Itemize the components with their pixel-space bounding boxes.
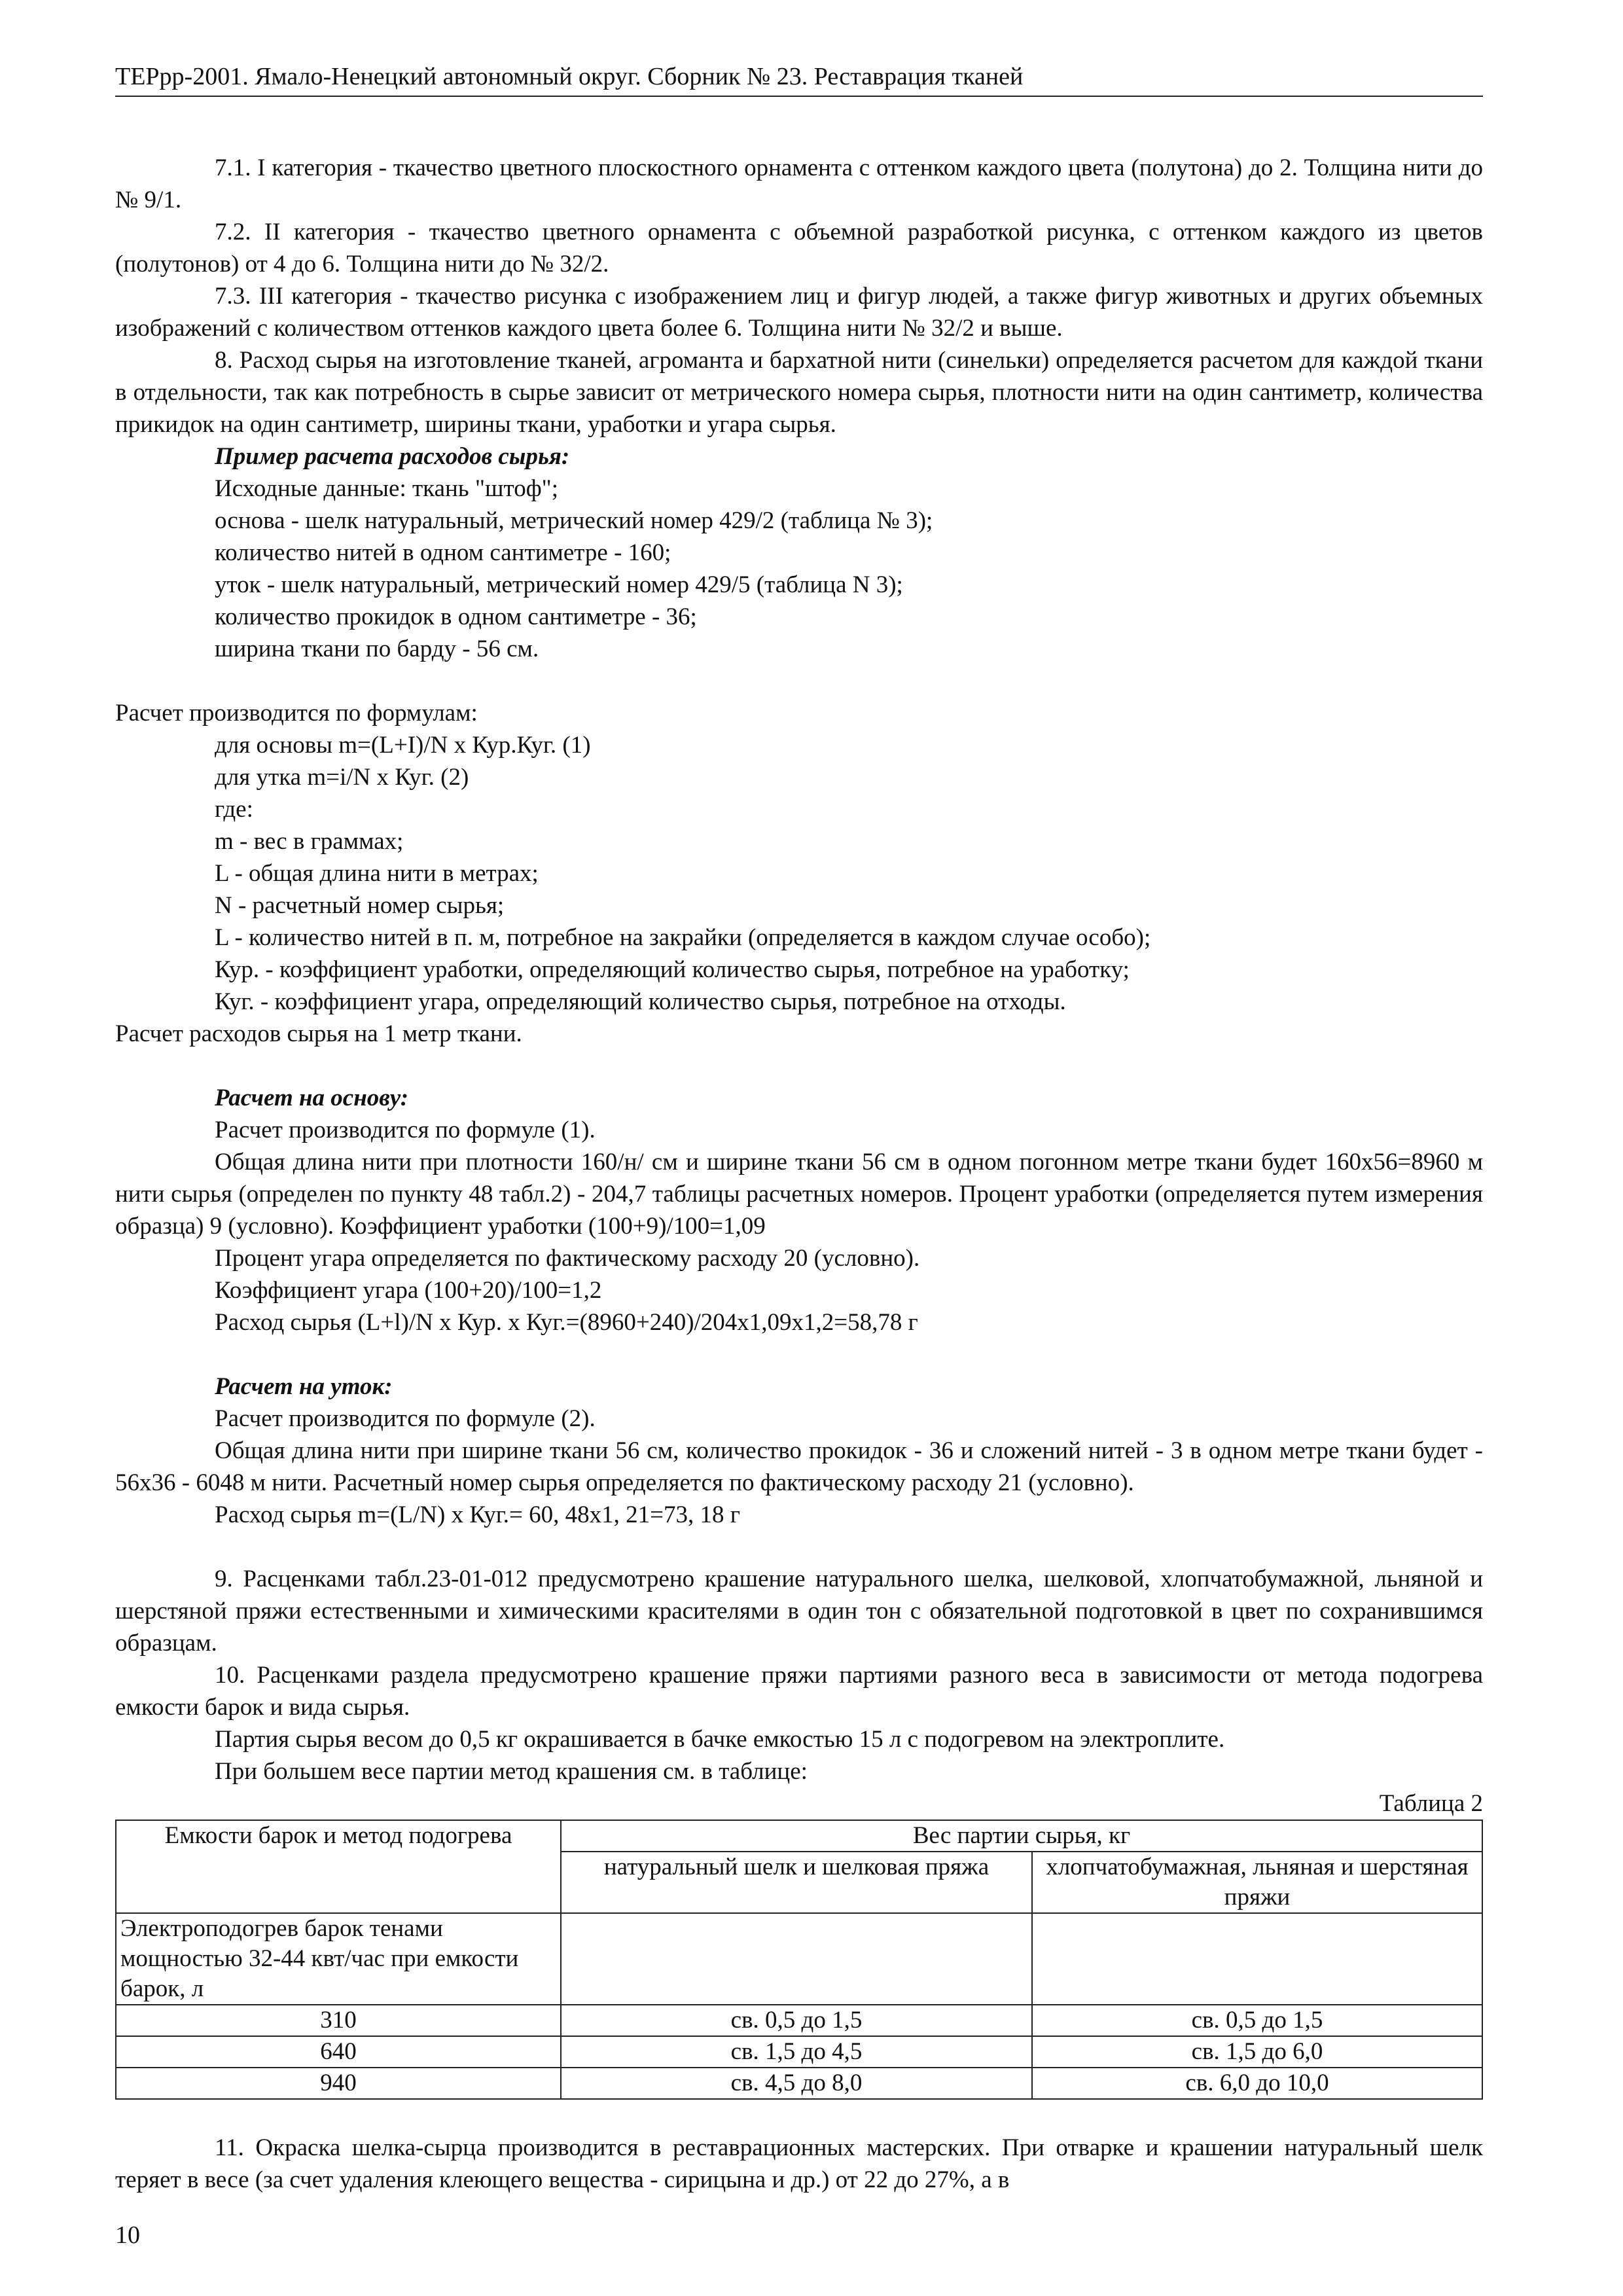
page-number: 10 (115, 2221, 140, 2249)
table-cell-capacity: 640 (116, 2036, 561, 2068)
paragraph-10-line: Партия сырья весом до 0,5 кг окрашивается в бачке емкостью 15 л с подогревом на электроплите. (215, 1726, 1225, 1753)
formula-line: где: (215, 796, 253, 823)
example-line: Исходные данные: ткань "штоф"; (215, 475, 559, 502)
table-cell-other: св. 6,0 до 10,0 (1032, 2068, 1482, 2099)
paragraph-8: 8. Расход сырья на изготовление тканей, агроманта и бархатной нити (синельки) определяется расчетом для каждой ткани в отдельности, так как потребность в сырье зависит от метрического номера сырья, плотности нити на один сантиметр, количества прикидок на один сантиметр, ширины ткани, уработки и угара сырья. (115, 347, 1483, 438)
example-line: основа - шелк натуральный, метрический номер 429/2 (таблица № 3); (215, 507, 933, 534)
formulas-intro: Расчет производится по формулам: (115, 700, 478, 726)
table-cell-silk: св. 1,5 до 4,5 (561, 2036, 1032, 2068)
warp-line: Коэффициент угара (100+20)/100=1,2 (215, 1277, 602, 1304)
formula-line: Куг. - коэффициент угара, определяющий количество сырья, потребное на отходы. (215, 988, 1066, 1015)
table-caption: Таблица 2 (1379, 1790, 1483, 1817)
paragraph-10-line: При большем весе партии метод крашения см. в таблице: (215, 1758, 808, 1785)
formula-line: N - расчетный номер сырья; (215, 892, 505, 919)
table-cell-other: св. 0,5 до 1,5 (1032, 2005, 1482, 2036)
table-cell-silk: св. 4,5 до 8,0 (561, 2068, 1032, 2099)
example-line: количество нитей в одном сантиметре - 160; (215, 539, 671, 566)
warp-line: Процент угара определяется по фактическому расходу 20 (условно). (215, 1245, 920, 1272)
formula-line: L - общая длина нити в метрах; (215, 860, 539, 887)
paragraph-7-2: 7.2. II категория - ткачество цветного орнамента с объемной разработкой рисунка, с оттенком каждого из цветов (полутонов) от 4 до 6. Толщина нити до № 32/2. (115, 219, 1483, 278)
table-header-weight: Вес партии сырья, кг (561, 1820, 1482, 1852)
weft-line: Расчет производится по формуле (2). (215, 1405, 596, 1432)
table-cell-empty (1032, 1913, 1482, 2005)
example-line: количество прокидок в одном сантиметре - 36; (215, 603, 697, 630)
paragraph-7-3: 7.3. III категория - ткачество рисунка с изображением лиц и фигур людей, а также фигур животных и других объемных изображений с количеством оттенков каждого цвета более 6. Толщина нити № 32/2 и выше. (115, 283, 1483, 342)
table-header-capacity: Емкости барок и метод подогрева (116, 1820, 561, 1913)
table-cell-other: св. 1,5 до 6,0 (1032, 2036, 1482, 2068)
paragraph-7-1: 7.1. I категория - ткачество цветного плоскостного орнамента с оттенком каждого цвета (полутона) до 2. Толщина нити до № 9/1. (115, 154, 1483, 213)
formula-line: Кур. - коэффициент уработки, определяющий количество сырья, потребное на уработку; (215, 956, 1130, 983)
table-row (116, 2036, 1482, 2068)
formula-line: L - количество нитей в п. м, потребное на закрайки (определяется в каждом случае особо); (215, 924, 1151, 951)
formula-line: для основы m=(L+I)/N х Кур.Куг. (1) (215, 732, 591, 759)
page-content (115, 152, 1483, 2196)
table-header-other: хлопчатобумажная, льняная и шерстяная пряжи (1032, 1852, 1482, 1913)
table-cell-capacity: 940 (116, 2068, 561, 2099)
table-row (116, 2068, 1482, 2099)
formulas-outro: Расчет расходов сырья на 1 метр ткани. (115, 1020, 522, 1047)
table-header-silk: натуральный шелк и шелковая пряжа (561, 1852, 1032, 1913)
weft-paragraph: Общая длина нити при ширине ткани 56 см, количество прокидок - 36 и сложений нитей - 3 в одном метре ткани будет - 56х36 - 6048 м нити. Расчетный номер сырья определяется по фактическому расходу 21 (условно). (115, 1437, 1483, 1496)
warp-line: Расход сырья (L+l)/N х Кур. х Куг.=(8960+240)/204х1,09х1,2=58,78 г (215, 1309, 918, 1336)
weft-heading: Расчет на уток: (215, 1373, 393, 1400)
running-header: ТЕРрр-2001. Ямало-Ненецкий автономный округ. Сборник № 23. Реставрация тканей (115, 60, 1483, 97)
paragraph-11: 11. Окраска шелка-сырца производится в реставрационных мастерских. При отварке и крашении натуральный шелк теряет в весе (за счет удаления клеющего вещества - сирицына и др.) от 22 до 27%, а в (115, 2134, 1483, 2193)
table-cell-capacity: 310 (116, 2005, 561, 2036)
warp-heading: Расчет на основу: (215, 1085, 409, 1111)
paragraph-9: 9. Расценками табл.23-01-012 предусмотрено крашение натурального шелка, шелковой, хлопчатобумажной, льняной и шерстяной пряжи естественными и химическими красителями в один тон с обязательной подготовкой в цвет по сохранившимся образцам. (115, 1566, 1483, 1657)
example-heading: Пример расчета расходов сырья: (215, 443, 570, 470)
table-cell-silk: св. 0,5 до 1,5 (561, 2005, 1032, 2036)
table-cell-method: Электроподогрев барок тенами мощностью 32-44 квт/час при емкости барок, л (116, 1913, 561, 2005)
paragraph-10: 10. Расценками раздела предусмотрено крашение пряжи партиями разного веса в зависимости от метода подогрева емкости барок и вида сырья. (115, 1662, 1483, 1721)
formula-line: m - вес в граммах; (215, 828, 404, 855)
table-cell-empty (561, 1913, 1032, 2005)
example-line: уток - шелк натуральный, метрический номер 429/5 (таблица N 3); (215, 571, 903, 598)
weft-line: Расход сырья m=(L/N) х Куг.= 60, 48х1, 21=73, 18 г (215, 1501, 740, 1528)
example-line: ширина ткани по барду - 56 см. (215, 636, 539, 662)
table-row (116, 2005, 1482, 2036)
warp-line: Расчет производится по формуле (1). (215, 1117, 596, 1143)
table-2 (115, 1820, 1483, 2100)
formula-line: для утка m=i/N х Куг. (2) (215, 764, 469, 791)
warp-paragraph: Общая длина нити при плотности 160/н/ см и ширине ткани 56 см в одном погонном метре ткани будет 160х56=8960 м нити сырья (определен по пункту 48 табл.2) - 204,7 таблицы расчетных номеров. Процент уработки (определяется путем измерения образца) 9 (условно). Коэффициент уработки (100+9)/100=1,09 (115, 1149, 1483, 1240)
